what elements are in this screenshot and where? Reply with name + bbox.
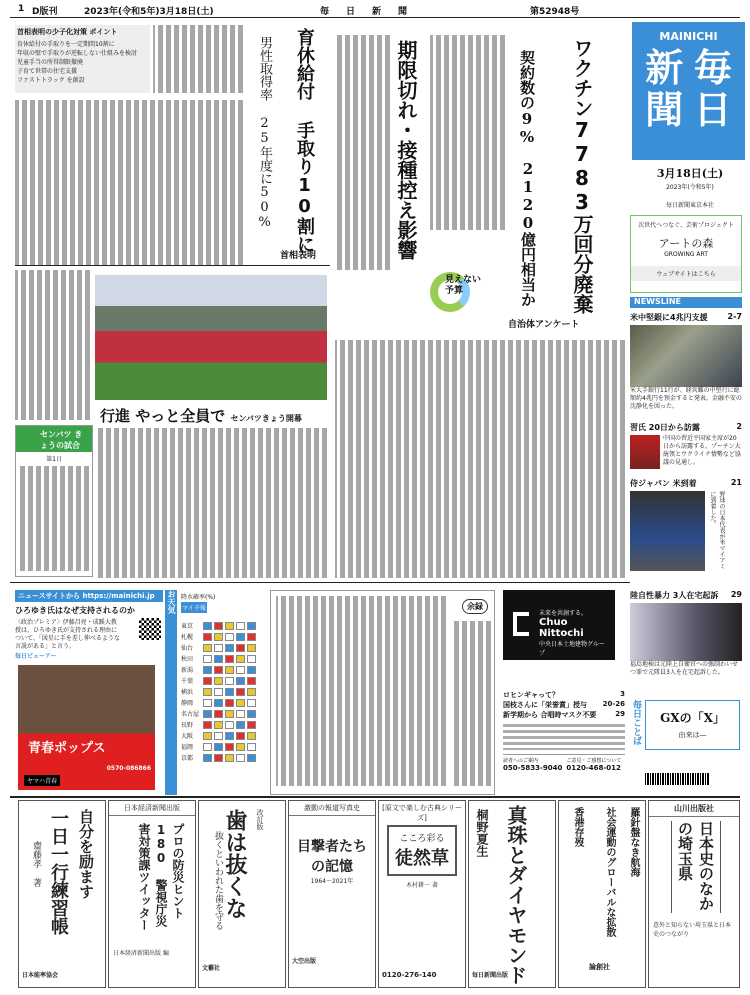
- weather-icon: [214, 699, 223, 707]
- art-web: ウェブサイトはこちら: [631, 266, 741, 281]
- caption: 米大手銀行11行が、経営難の中堅行に総額約4兆円を預金すると発表。金融不安の沈静化を図った。: [630, 387, 742, 410]
- ad-header: 激動の報道写真史: [289, 801, 375, 816]
- weather-icon: [236, 743, 245, 751]
- article-body: [335, 340, 625, 578]
- divider: [15, 265, 330, 266]
- weather-icon: [225, 688, 234, 696]
- chuo-logo-icon: [513, 612, 529, 636]
- issue-number: 第52948号: [530, 7, 580, 17]
- point: 年収の壁で手取りが逆転しない仕組みを検討: [17, 50, 138, 57]
- ad-title: 日本史のなかの埼玉県: [671, 821, 721, 913]
- weather-table: [181, 620, 265, 763]
- ad-publisher: 論創社: [589, 963, 610, 971]
- weather-icon: [236, 622, 245, 630]
- article-body: [451, 621, 491, 786]
- ad-publisher: 大空出版: [292, 958, 317, 965]
- caption-sub: センバツきょう開幕: [230, 414, 302, 423]
- weather-icon: [203, 699, 212, 707]
- weather-icon: [214, 622, 223, 630]
- weather-row: [181, 719, 265, 730]
- weather-icon: [214, 644, 223, 652]
- ad-publisher: 日本経済新聞出版 編: [113, 950, 169, 957]
- ad-sub: こころ彩る: [399, 834, 445, 844]
- ad-title: 社会運動のグローバルな拡散: [604, 807, 615, 937]
- senbatsu-caption: [100, 405, 302, 426]
- concert-ad[interactable]: [18, 665, 155, 790]
- chuo-nittochi-ad[interactable]: [503, 590, 615, 660]
- weather-icon: [247, 655, 256, 663]
- title-char: 日: [693, 87, 732, 132]
- column-yoroku: [270, 590, 495, 795]
- contact-phone: 0120-468-012: [566, 764, 621, 772]
- weather-row: [181, 620, 265, 631]
- point: ファストトラック を創設: [17, 77, 85, 84]
- weather-icon: [225, 677, 234, 685]
- art-ad[interactable]: [630, 215, 742, 293]
- article-body: [276, 596, 446, 786]
- weather-icon: [236, 721, 245, 729]
- childcare-subhead: 男性取得率 25年度に50%: [257, 36, 272, 230]
- ad-title: 一日一行練習帳: [48, 809, 69, 935]
- index-label: 国枝さんに「栄誉賞」授与: [503, 701, 587, 709]
- ad-body: 意外と知らない埼玉県と日本史のつながり: [653, 922, 732, 938]
- city-name: 東京: [181, 623, 194, 630]
- weather-icon: [225, 743, 234, 751]
- weather-icon: [225, 699, 234, 707]
- ad-header: 山川出版社: [649, 801, 739, 817]
- news-site-url[interactable]: https://mainichi.jp: [82, 592, 155, 600]
- weather-icon: [247, 699, 256, 707]
- points-title: 首相表明の少子化対策 ポイント: [17, 28, 118, 36]
- vaccine-tag: 自治体アンケート: [508, 320, 580, 330]
- vaccine-side-headline: 期限切れ・接種控え影響: [394, 40, 418, 260]
- title-char: 毎: [693, 45, 732, 90]
- ad-title: 真珠とダイヤモンド: [504, 805, 528, 985]
- index-item[interactable]: [503, 700, 625, 710]
- points-box: [15, 25, 150, 93]
- ad-title: 目撃者たちの記憶: [297, 839, 367, 875]
- weather-icon: [236, 644, 245, 652]
- weather-icon: [236, 666, 245, 674]
- ad-author: 桐野夏生: [475, 809, 489, 857]
- ad-title-2: 羅針盤なき航海: [628, 807, 639, 877]
- weather-icon: [247, 688, 256, 696]
- city-name: 静岡: [181, 700, 194, 707]
- childcare-tag: 首相表明: [280, 251, 317, 261]
- ad-divider: [10, 796, 740, 798]
- index-item[interactable]: [503, 710, 625, 720]
- kotoba-title: GXの「X」: [660, 711, 725, 725]
- weather-row: [181, 741, 265, 752]
- ad-author: 木村耕一 著: [406, 882, 438, 889]
- page-ref: 2: [736, 422, 742, 431]
- headline: 侍ジャパン 米到着: [630, 479, 697, 488]
- article-body: [430, 35, 505, 230]
- weather-row: [181, 631, 265, 642]
- headline: 習氏 20日から訪露: [630, 423, 700, 432]
- qr-code: [139, 618, 161, 640]
- bank-photo: [630, 325, 742, 387]
- page-ref: 21: [730, 478, 742, 487]
- weather-icon: [214, 710, 223, 718]
- weather-icon: [236, 754, 245, 762]
- weather-icon: [225, 622, 234, 630]
- column-title: 余録: [462, 599, 488, 614]
- weather-icon: [203, 655, 212, 663]
- weather-icon: [214, 688, 223, 696]
- weather-icon: [236, 710, 245, 718]
- article-body: [97, 428, 327, 578]
- caption: 福島地検は元陸上自衛官への強制わいせつ罪で元隊員3人を在宅起訴した。: [630, 661, 739, 676]
- ad-title-3: 香港存歿: [572, 807, 583, 847]
- chuo-name: Chuo Nittochi: [539, 617, 584, 639]
- childcare-headline: 育休給付 手取り10割に: [294, 28, 315, 253]
- chuo-tagline: 未来を共創する。: [539, 610, 588, 617]
- news-site-brand: 毎日ビューアー: [15, 653, 57, 660]
- weather-icon: [214, 732, 223, 740]
- book-ad[interactable]: [198, 800, 286, 988]
- contact-opinions: [566, 757, 621, 772]
- weather-legend: 降水確率(%): [181, 594, 216, 601]
- city-name: 秋田: [181, 656, 194, 663]
- weather-icon: [236, 655, 245, 663]
- article-body: [15, 270, 90, 420]
- newsline-item[interactable]: [630, 478, 742, 571]
- ad-title: 徒然草: [395, 848, 449, 869]
- news-site-headline: ひろゆき氏はなぜ支持されるのか: [15, 606, 135, 615]
- kotoba-sub: 由来は—: [678, 731, 707, 739]
- series-logo: 見えない予算: [445, 275, 482, 296]
- index-page: 3: [620, 690, 625, 698]
- weather-icon: [247, 754, 256, 762]
- senbatsu-box-title: センバツ きょうの試合: [16, 426, 92, 452]
- weather-row: [181, 642, 265, 653]
- concert-label: ヤマハ青春: [24, 775, 60, 786]
- ad-header: 日本経済新聞出版: [109, 801, 195, 816]
- ad-sub: 自分を励ます: [77, 809, 95, 899]
- weather-row: [181, 708, 265, 719]
- title-char: 聞: [645, 87, 684, 132]
- weather-icon: [203, 732, 212, 740]
- weather-icon: [236, 688, 245, 696]
- header-rule: [10, 17, 740, 18]
- weather-icon: [247, 677, 256, 685]
- index-item[interactable]: [503, 690, 625, 700]
- weather-icon: [225, 633, 234, 641]
- news-site-label: ニュースサイトから: [18, 592, 81, 600]
- news-site-box[interactable]: [15, 590, 163, 660]
- weather-icon: [236, 677, 245, 685]
- news-site-body: 〈政治プレミア〉伊藤昌亮・成蹊大教授は、ひろゆき氏が支持される理由について、「図星に手を差し伸べるような言説がある」と言う。: [15, 619, 120, 650]
- weather-icon: [225, 644, 234, 652]
- contact-phone: 050-5833-9040: [503, 764, 563, 772]
- senbatsu-box: [15, 425, 93, 577]
- senbatsu-photo: [95, 275, 327, 400]
- portrait-photo: [630, 435, 660, 469]
- article-body: [15, 100, 243, 265]
- chuo-sub: 中央日本土地建物グループ: [539, 641, 605, 657]
- book-ad[interactable]: [18, 800, 106, 988]
- caption-head: 行進 やっと全員で: [100, 407, 226, 425]
- ad-publisher: 日本能率協会: [22, 972, 59, 979]
- weather-icon: [225, 732, 234, 740]
- ad-header: [原文で楽しむ古典シリーズ]: [382, 804, 462, 822]
- title-char: 新: [645, 45, 684, 90]
- ad-years: 1964〜2021年: [310, 878, 354, 885]
- city-name: 京都: [181, 755, 194, 762]
- article-body: [153, 25, 243, 93]
- ad-title: 歯は抜くな: [222, 809, 248, 919]
- kotoba-box[interactable]: [645, 700, 740, 750]
- masthead-date: 3月18日(土): [656, 167, 724, 180]
- page-number: 1: [18, 4, 25, 14]
- vaccine-subhead-2: 2120億円相当か: [519, 160, 537, 307]
- page-ref: 2-7: [727, 312, 742, 321]
- weather-icon: [247, 743, 256, 751]
- book-ad[interactable]: [378, 800, 466, 988]
- weather-icon: [225, 710, 234, 718]
- weather-icon: [214, 677, 223, 685]
- page-ref: 29: [730, 590, 742, 599]
- weather-icon: [247, 732, 256, 740]
- kotoba-label: 毎日ことば: [631, 700, 641, 745]
- book-ad[interactable]: [648, 800, 740, 988]
- city-name: 横浜: [181, 689, 194, 696]
- vaccine-headline: ワクチン7783万回分廃棄: [570, 38, 594, 314]
- weather-title: お天気: [165, 590, 177, 795]
- masthead-title: [632, 47, 745, 131]
- weather-icon: [203, 677, 212, 685]
- city-name: 千葉: [181, 678, 194, 685]
- weather-tab[interactable]: マイ予報: [181, 602, 207, 613]
- point: 児童手当の所得制限撤廃: [17, 59, 84, 66]
- vaccine-subhead-1: 契約数の9%: [518, 50, 536, 146]
- weather-icon: [236, 633, 245, 641]
- weather-icon: [236, 699, 245, 707]
- weather-icon: [247, 633, 256, 641]
- index-label: ロヒンギャって？: [503, 691, 559, 699]
- weather-icon: [247, 622, 256, 630]
- weather-icon: [214, 754, 223, 762]
- city-name: 仙台: [181, 645, 194, 652]
- weather-icon: [247, 666, 256, 674]
- city-name: 名古屋: [181, 711, 200, 718]
- headline: 陸自性暴力 3人在宅起訴: [630, 591, 719, 600]
- contact-label: ご意見・ご感想について: [566, 758, 622, 764]
- newsline-item[interactable]: [630, 422, 742, 469]
- weather-icon: [203, 666, 212, 674]
- weather-row: [181, 752, 265, 763]
- divider: [10, 582, 630, 583]
- senbatsu-round: 第1日: [46, 456, 62, 463]
- schedule: [19, 466, 89, 571]
- ad-author: 齋藤孝 著: [31, 841, 41, 887]
- weather-icon: [247, 644, 256, 652]
- ad-tag: 改訂版: [256, 809, 264, 830]
- weather-row: [181, 697, 265, 708]
- concert-title: 青春ポップス: [28, 741, 106, 756]
- index-page: 29: [615, 710, 625, 718]
- art-name: アートの森: [658, 237, 714, 250]
- newsline-item[interactable]: [630, 590, 742, 677]
- ad-publisher: 毎日新聞出版: [472, 972, 509, 979]
- point: 育休給付の手取りを一定期間10割に: [17, 41, 115, 48]
- weather-icon: [203, 633, 212, 641]
- contact-readers: [503, 757, 562, 772]
- masthead-sub: 2023年(令和5年): [666, 184, 714, 191]
- weather-icon: [203, 688, 212, 696]
- city-name: 札幌: [181, 634, 194, 641]
- book-ad[interactable]: [108, 800, 196, 988]
- weather-icon: [203, 622, 212, 630]
- book-ad[interactable]: [288, 800, 376, 988]
- mainichi-logo: MAINICHI: [659, 30, 718, 43]
- contact-label: 読者へのご案内: [503, 758, 539, 764]
- weather-row: [181, 664, 265, 675]
- publisher: 毎日新聞東京本社: [665, 202, 714, 209]
- ad-sub: 抜くといわれた歯を守る: [213, 831, 223, 930]
- weather-icon: [225, 655, 234, 663]
- weather-icon: [203, 754, 212, 762]
- art-en: GROWING ART: [664, 251, 708, 258]
- caption: 中国の習近平国家主席が20日から訪露する。プーチン大統領とウクライナ情勢など協議の見通し。: [663, 435, 741, 466]
- caption: 野球の日本代表が米マイアミに到着した。: [709, 491, 725, 569]
- weather-icon: [225, 721, 234, 729]
- art-tagline: 次世代へつなぐ、芸術プロジェクト: [638, 222, 734, 229]
- concert-phone: 0570-086866: [106, 765, 151, 772]
- headline: 米中堅銀に4兆円支援: [630, 313, 708, 322]
- newsline-header: NEWSLINE: [630, 297, 742, 308]
- weather-icon: [214, 743, 223, 751]
- weather-panel: [165, 590, 265, 795]
- weather-icon: [236, 732, 245, 740]
- ad-publisher: 文藝社: [202, 965, 221, 972]
- paper-name: 毎 日 新 聞: [320, 7, 412, 17]
- book-ad[interactable]: [558, 800, 646, 988]
- masthead: [632, 22, 745, 160]
- ad-phone: 0120-276-140: [382, 971, 437, 979]
- weather-icon: [203, 743, 212, 751]
- edition: D版刊: [32, 7, 58, 17]
- city-name: 大阪: [181, 733, 194, 740]
- article-body: [335, 35, 390, 270]
- press-photo: [630, 603, 742, 661]
- barcode: [645, 773, 710, 785]
- weather-row: [181, 675, 265, 686]
- book-ad[interactable]: [468, 800, 556, 988]
- weather-row: [181, 686, 265, 697]
- weather-icon: [225, 754, 234, 762]
- weather-icon: [203, 644, 212, 652]
- newsline-item[interactable]: [630, 312, 742, 411]
- weather-icon: [247, 721, 256, 729]
- issue-date: 2023年(令和5年)3月18日(土): [84, 7, 214, 17]
- city-name: 新潟: [181, 667, 194, 674]
- point: 子育て世帯の住宅支援: [17, 68, 78, 75]
- weather-icon: [214, 655, 223, 663]
- city-name: 福岡: [181, 744, 194, 751]
- index: [503, 690, 625, 772]
- ad-title: プロの防災ヒント180 警視庁災害対策課ツイッター: [137, 823, 185, 931]
- weather-icon: [203, 721, 212, 729]
- weather-icon: [214, 633, 223, 641]
- weather-row: [181, 730, 265, 741]
- weather-icon: [225, 666, 234, 674]
- index-page: 20-26: [602, 700, 625, 708]
- weather-row: [181, 653, 265, 664]
- weather-icon: [203, 710, 212, 718]
- weather-icon: [247, 710, 256, 718]
- weather-icon: [214, 666, 223, 674]
- index-label: 新学期から 合唱時マスク不要: [503, 711, 597, 719]
- weather-icon: [214, 721, 223, 729]
- city-name: 長野: [181, 722, 194, 729]
- team-photo: [630, 491, 705, 571]
